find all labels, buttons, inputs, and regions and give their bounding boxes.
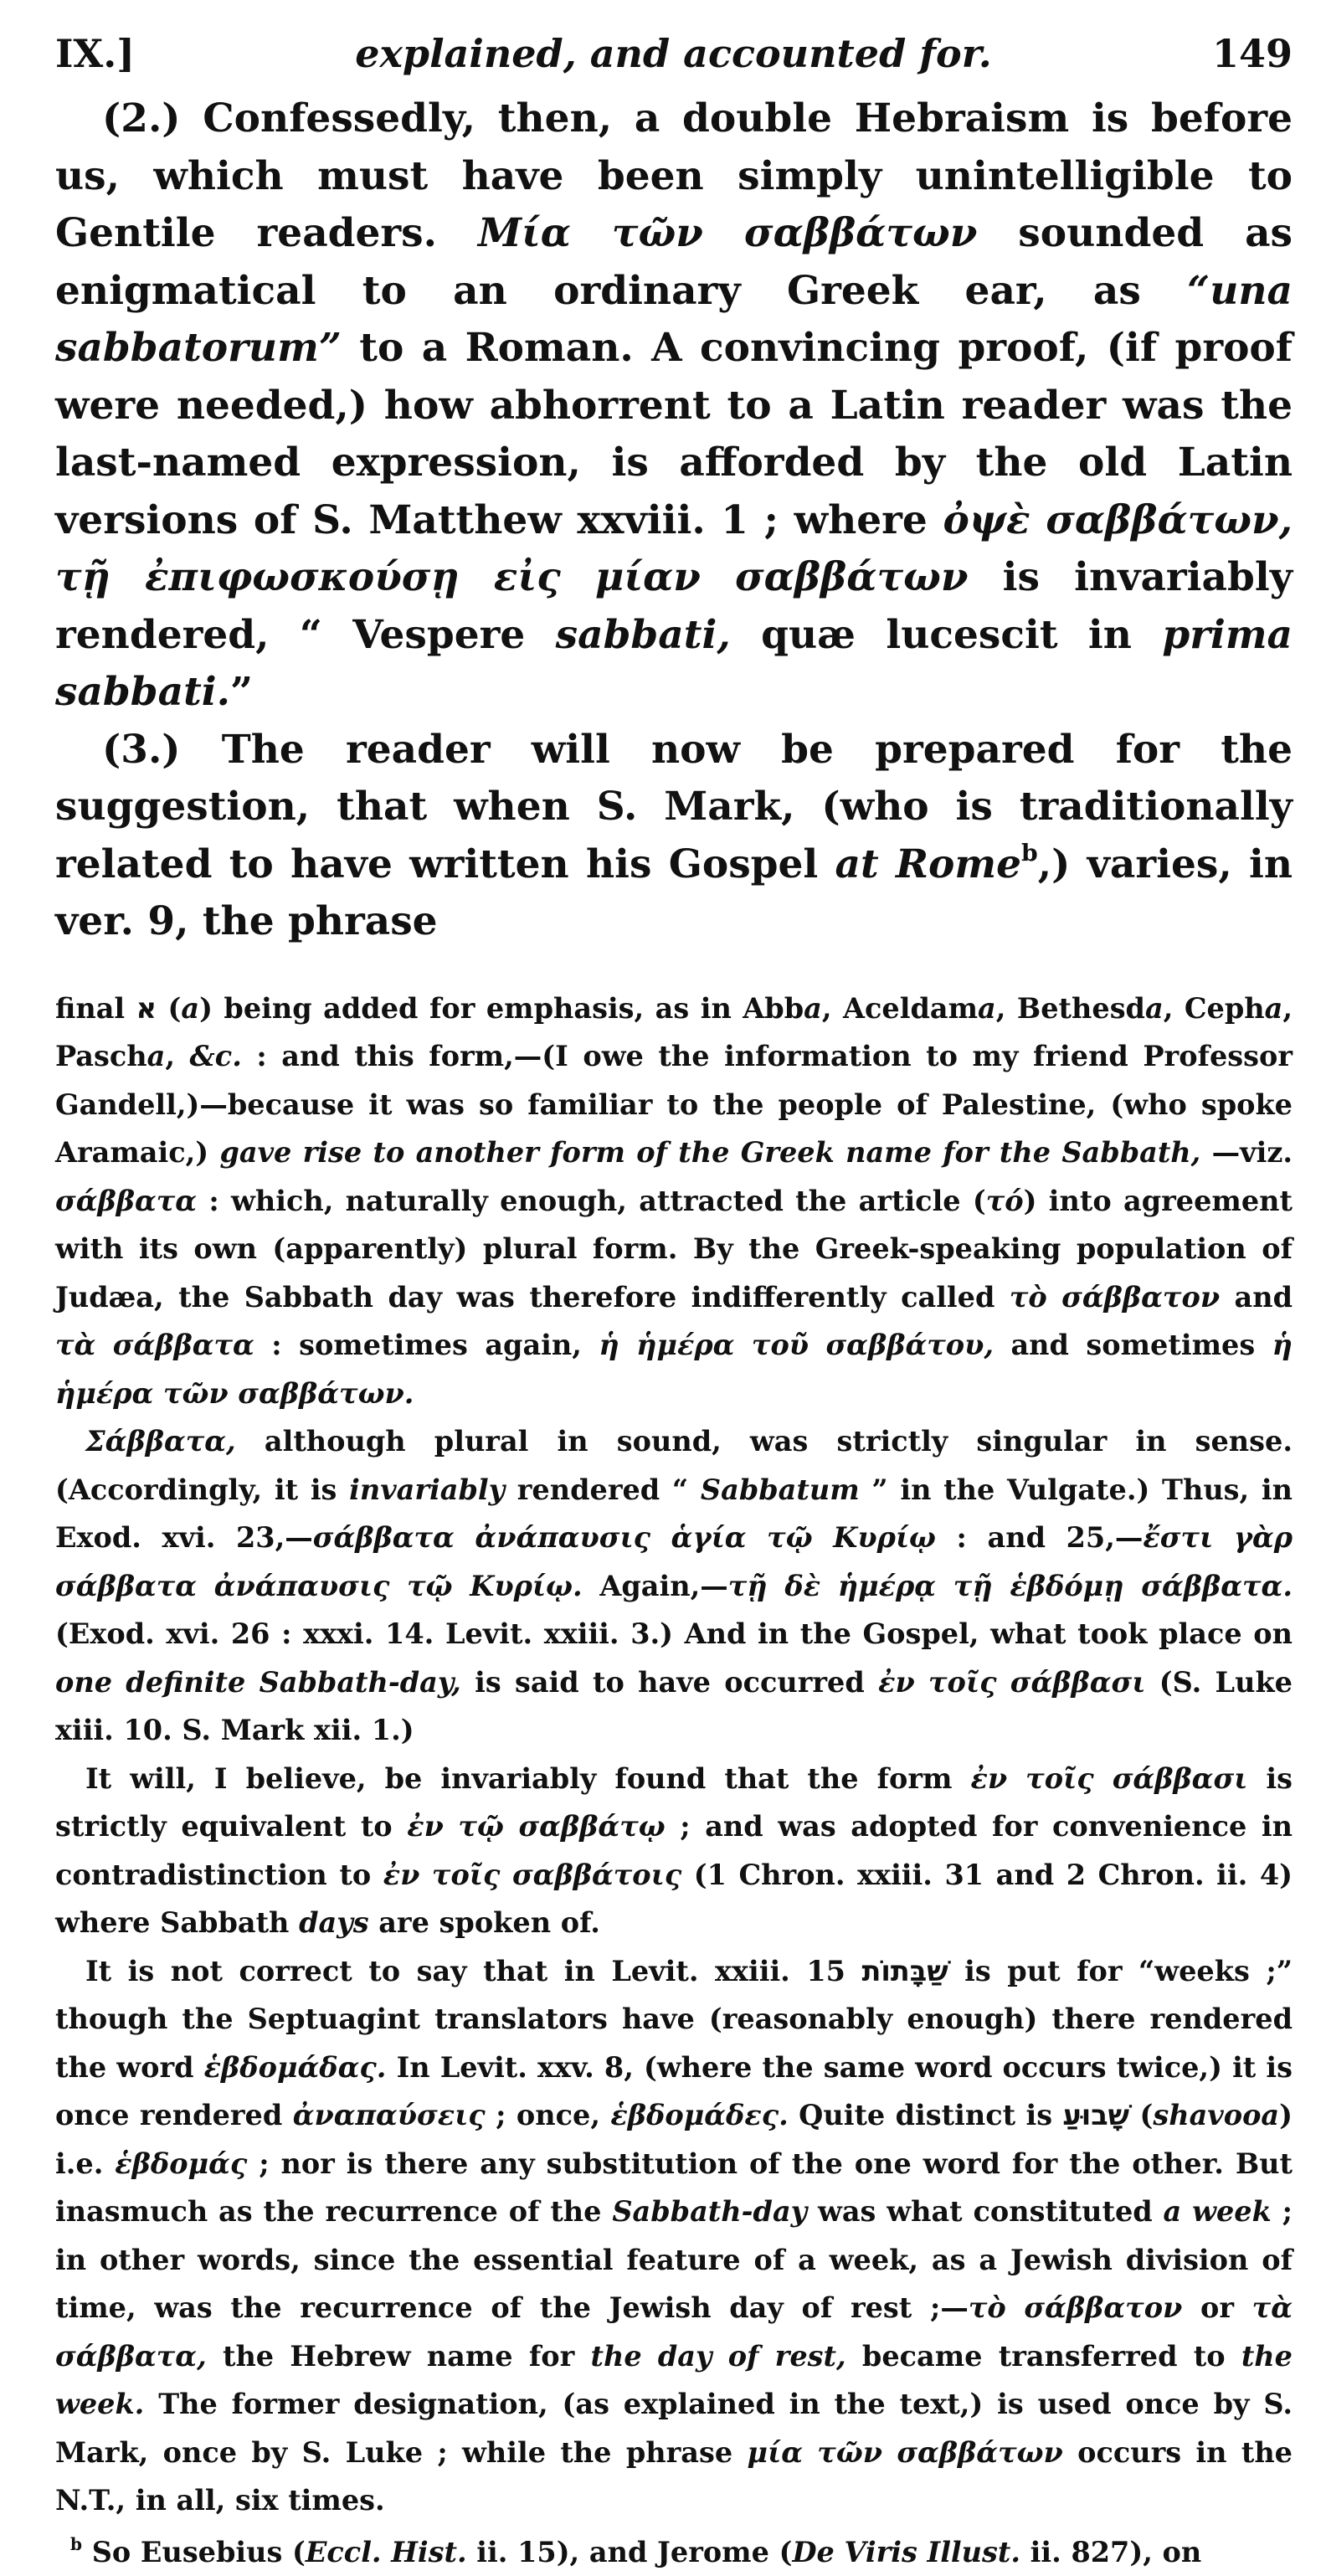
text-run: Quite distinct is	[789, 2099, 1063, 2131]
italic-phrase: the day of rest,	[590, 2340, 845, 2373]
text-run: was what constituted	[807, 2195, 1163, 2228]
book-page	[55, 28, 1293, 2576]
text-run: ; once,	[486, 2099, 611, 2131]
text-run: : and 25,—	[936, 1521, 1143, 1554]
text-run: ; in other words, since the essential feature of a week, as a Jewish division of time, was the recurrence of the Jewish day of rest ;—	[55, 2195, 1293, 2324]
text-run: In Levit. xxv. 8, (where the same word occurs twice,) it is once rendered	[55, 2051, 1293, 2132]
greek-phrase: τό	[986, 1185, 1024, 1217]
italic-phrase: a week	[1164, 2195, 1272, 2228]
italic-phrase: at Rome	[835, 841, 1021, 887]
text-run: sounded as enigmatical to an ordinary Greek ear, as	[55, 210, 1293, 314]
greek-phrase: ἑβδομάδες.	[610, 2099, 788, 2131]
text-run: , Aceldam	[822, 992, 978, 1025]
text-run: although plural in sound, was strictly singular in sense. (Accordingly, it is	[55, 1425, 1293, 1506]
chapter-number: IX.]	[55, 28, 135, 79]
footnote-ref: b	[1021, 839, 1038, 866]
greek-phrase: τὰ σάββατα	[55, 1329, 254, 1361]
text-run: ) being added for emphasis, as in Abb	[199, 992, 804, 1025]
greek-phrase: ἐν τῷ σαββάτῳ	[407, 1810, 665, 1843]
text-run: ,) varies, in ver. 9, the phrase	[55, 841, 1293, 945]
italic-phrase: Sabbatum	[701, 1473, 860, 1506]
text-run: (	[1129, 2099, 1153, 2131]
greek-phrase: τῇ δὲ ἡμέρᾳ τῇ ἑβδόμῃ σάββατα.	[728, 1570, 1293, 1602]
text-run: (S. Luke xiii. 10. S. Mark xii. 1.)	[55, 1666, 1293, 1747]
text-run: It will, I believe, be invariably found that the form	[85, 1762, 971, 1795]
footnote-paragraph-weeks	[55, 1947, 1293, 2525]
text-run: ) into agreement with its own (apparently) plural form. By the Greek-speaking population of Judæa, the Sabbath day was therefore indifferently called	[55, 1185, 1293, 1314]
text-run: or	[1182, 2291, 1251, 2324]
text-run: quæ lucescit in	[731, 612, 1163, 658]
greek-phrase: ἑβδομάς	[115, 2147, 247, 2180]
italic-phrase: shavooa	[1153, 2099, 1279, 2131]
text-run: to a Roman. A convincing proof, (if proof were needed,) how abhorrent to a Latin reader was the last-named expression, is afforded by the old Latin versions of S. Matthew xxviii. 1 ; where	[55, 325, 1293, 543]
hebrew-word: שָׁבוּעַ	[1062, 2099, 1129, 2131]
italic-phrase: &c.	[190, 1040, 242, 1072]
text-run: , Ceph	[1164, 992, 1265, 1025]
greek-phrase: σάββατα	[55, 1185, 197, 1217]
text-run: are spoken of.	[369, 1906, 600, 1939]
text-run: ) i.e.	[55, 2099, 1293, 2180]
text-run: It is not correct to say that in Levit. xxiii. 15	[85, 1955, 862, 1987]
text-run: (	[157, 992, 181, 1025]
greek-phrase: ἑβδομάδας.	[204, 2051, 387, 2084]
text-run: The former designation, (as explained in the text,) is used once by S. Mark, once by S. Luke ; while the phrase	[55, 2388, 1293, 2469]
greek-phrase: ὀψὲ σαββάτων, τῇ ἐπιφωσκούσῃ εἰς μίαν σαββάτων	[55, 497, 1293, 601]
italic-phrase: Sabbath-day	[612, 2195, 807, 2228]
italic-letter: a	[1265, 992, 1283, 1025]
greek-phrase: Σάββατα,	[85, 1425, 236, 1458]
italic-letter: a	[978, 992, 996, 1025]
italic-letter: a	[804, 992, 822, 1025]
text-run: (Exod. xvi. 26 : xxxi. 14. Levit. xxiii. 3.) And in the Gospel, what took place on	[55, 1617, 1293, 1650]
italic-phrase: Eccl. Hist.	[306, 2536, 467, 2568]
paragraph-2	[55, 90, 1293, 722]
text-run: ; nor is there any substitution of the one word for the other. But inasmuch as the recurrence of the	[55, 2147, 1293, 2229]
hebrew-letter: א	[136, 992, 157, 1025]
footnote-marker: b	[70, 2533, 82, 2553]
greek-phrase: ἀναπαύσεις	[293, 2099, 486, 2131]
footnotes	[55, 985, 1293, 2576]
running-title: explained, and accounted for.	[355, 28, 992, 79]
text-run: ”	[230, 669, 253, 715]
paragraph-3	[55, 722, 1293, 951]
greek-phrase: ἡ ἡμέρα τῶν σαββάτων.	[55, 1329, 1293, 1410]
footnote-paragraph-sabbata	[55, 1417, 1293, 1755]
text-run: ii. 827), on	[1020, 2536, 1201, 2568]
greek-phrase: Μία τῶν σαββάτων	[478, 210, 977, 256]
text-run: , Pasch	[55, 992, 1293, 1073]
greek-phrase: ἐν τοῖς σάββασι	[971, 1762, 1248, 1795]
text-run: occurs in the N.T., in all, six times.	[55, 2436, 1293, 2517]
text-run: Again,—	[583, 1570, 728, 1602]
greek-phrase: τὰ σάββατα,	[55, 2291, 1293, 2373]
italic-phrase: invariably	[349, 1473, 505, 1506]
greek-phrase: ἐν τοῖς σαββάτοις	[383, 1859, 681, 1891]
text-run: is put for “weeks ;” though the Septuagint translators have (reasonably enough) there rendered the word	[55, 1955, 1293, 2084]
text-run: is strictly equivalent to	[55, 1762, 1293, 1843]
latin-phrase: prima sabbati.	[55, 612, 1293, 716]
latin-phrase: sabbati,	[556, 612, 731, 658]
text-run: ; and was adopted for convenience in contradistinction to	[55, 1810, 1293, 1891]
latin-phrase: “una sabbatorum”	[55, 268, 1293, 372]
italic-phrase: the week.	[55, 2340, 1293, 2421]
text-run: is said to have occurred	[461, 1666, 878, 1699]
greek-phrase: σάββατα ἀνάπαυσις ἁγία τῷ Κυρίῳ	[313, 1521, 936, 1554]
text-run: ” in the Vulgate.) Thus, in Exod. xvi. 23,—	[55, 1473, 1293, 1555]
footnote-a-continued	[55, 985, 1293, 1418]
hebrew-word: שַׁבָּתוֹת	[862, 1955, 948, 1987]
greek-phrase: μία τῶν σαββάτων	[747, 2436, 1062, 2469]
text-run: : and this form,—(I owe the information to my friend Professor Gandell,)—because it was so familiar to the people of Palestine, (who spoke Aramaic,)	[55, 1040, 1293, 1169]
text-run: : sometimes again,	[254, 1329, 599, 1361]
greek-phrase: ἔστι γὰρ σάββατα ἀνάπαυσις τῷ Κυρίῳ.	[55, 1521, 1293, 1602]
text-run: the Hebrew name for	[207, 2340, 591, 2373]
italic-phrase: De Viris Illust.	[792, 2536, 1020, 2568]
greek-phrase: τὸ σάββατον	[969, 2291, 1182, 2324]
text-run: —viz.	[1200, 1136, 1293, 1169]
greek-phrase: τὸ σάββατον	[1010, 1281, 1220, 1314]
text-run: ,	[165, 1040, 189, 1072]
italic-phrase: one definite Sabbath-day,	[55, 1666, 461, 1699]
italic-phrase: gave rise to another form of the Greek name for the Sabbath,	[219, 1136, 1200, 1169]
text-run: (2.) Confessedly, then, a double Hebraism is before us, which must have been simply unintelligible to Gentile readers.	[55, 95, 1293, 256]
text-run: : which, naturally enough, attracted the article (	[197, 1185, 986, 1217]
text-run: So Eusebius (	[82, 2536, 306, 2568]
text-run: and sometimes	[994, 1329, 1272, 1361]
text-run: is invariably rendered, “ Vespere	[55, 554, 1293, 658]
text-run: became transferred to	[846, 2340, 1241, 2373]
text-run: (3.) The reader will now be prepared for the suggestion, that when S. Mark, (who is traditionally related to have written his Gospel	[55, 727, 1293, 887]
italic-letter: a	[147, 1040, 166, 1072]
italic-letter: a	[1145, 992, 1164, 1025]
text-run: , Bethesd	[996, 992, 1145, 1025]
text-run: final	[55, 992, 136, 1025]
text-run: rendered “	[505, 1473, 701, 1506]
running-head	[55, 28, 1293, 79]
greek-phrase: ἡ ἡμέρα τοῦ σαββάτου,	[599, 1329, 994, 1361]
footnote-b	[55, 2528, 1293, 2576]
text-run: (1 Chron. xxiii. 31 and 2 Chron. ii. 4) where Sabbath	[55, 1859, 1293, 1940]
text-run: and	[1220, 1281, 1293, 1314]
greek-phrase: ἐν τοῖς σάββασι	[878, 1666, 1145, 1699]
main-text	[55, 90, 1293, 951]
italic-phrase: days	[299, 1906, 368, 1939]
text-run: ii. 15), and Jerome (	[467, 2536, 793, 2568]
footnote-paragraph-sabbasi	[55, 1755, 1293, 1947]
italic-letter: a	[181, 992, 199, 1025]
page-number: 149	[1212, 28, 1293, 79]
